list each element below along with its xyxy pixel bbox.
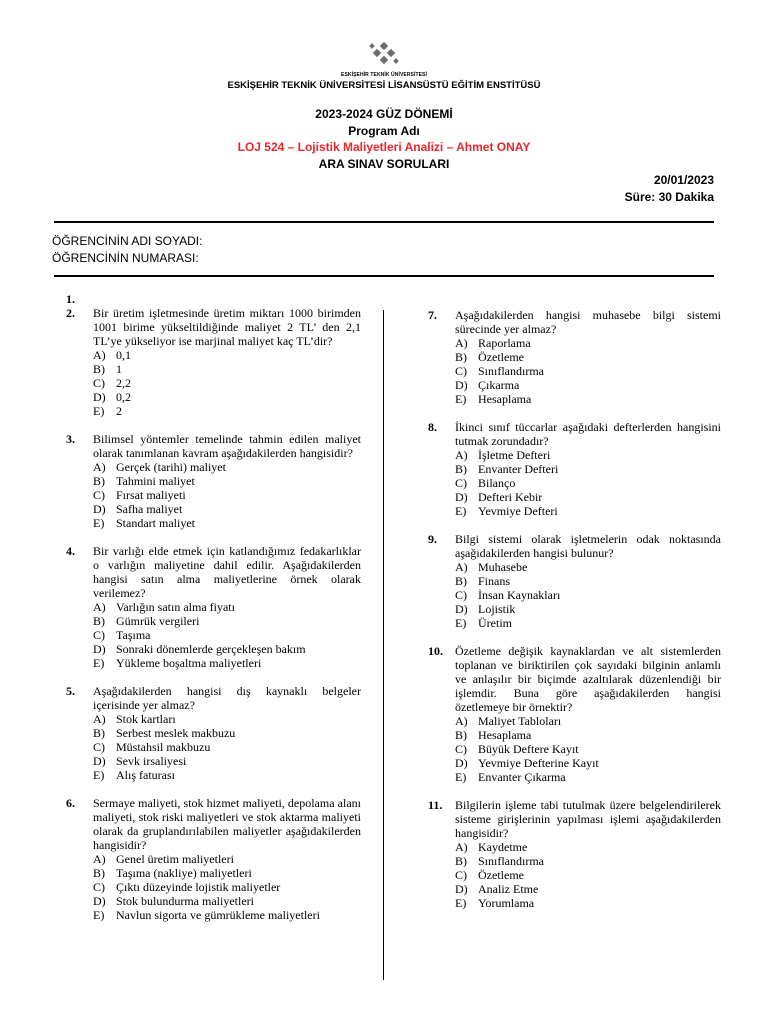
question-text: İkinci sınıf tüccarlar aşağıdaki defterlerden hangisini tutmak zorundadır? — [455, 420, 721, 448]
question-item — [428, 644, 721, 784]
answer-option — [455, 392, 721, 406]
answer-option — [93, 768, 361, 782]
answer-option — [455, 504, 721, 518]
option-text: Çıktı düzeyinde lojistik maliyetler — [116, 880, 281, 894]
option-text: 1 — [116, 362, 122, 376]
answer-option — [93, 712, 361, 726]
option-letter: D) — [93, 390, 106, 404]
question-column-right — [428, 308, 721, 924]
option-text: Sınıflandırma — [478, 364, 544, 378]
option-text: Taşıma (nakliye) maliyetleri — [116, 866, 252, 880]
option-letter: D) — [93, 754, 106, 768]
question-number: 10. — [428, 644, 443, 658]
exam-date: 20/01/2023 — [653, 173, 714, 187]
question-item — [66, 306, 361, 418]
answer-option — [93, 656, 361, 670]
option-text: 2 — [116, 404, 122, 418]
question-column-left — [66, 292, 361, 936]
bottom-divider — [54, 275, 714, 277]
answer-option — [455, 588, 721, 602]
question-text: Bilgi sistemi olarak işletmelerin odak noktasında aşağıdakilerden hangisi bulunur? — [455, 532, 721, 560]
answer-option — [455, 602, 721, 616]
logo-caption: ESKİŞEHİR TEKNİK ÜNİVERSİTESİ — [341, 72, 427, 78]
option-letter: A) — [93, 460, 106, 474]
option-text: Yevmiye Defteri — [478, 504, 558, 518]
option-letter: C) — [93, 740, 105, 754]
top-divider — [54, 221, 714, 223]
option-letter: D) — [93, 502, 106, 516]
answer-option — [455, 476, 721, 490]
answer-option — [455, 462, 721, 476]
question-text: Sermaye maliyeti, stok hizmet maliyeti, depolama alanı maliyeti, stok riski maliyetleri ve stok aktarma maliyeti olarak da gruplandırılabilen maliyetler aşağıdakilerden hangisidir? — [93, 796, 361, 852]
option-letter: E) — [455, 896, 467, 910]
answer-option — [455, 378, 721, 392]
answer-option — [455, 560, 721, 574]
option-text: Muhasebe — [478, 560, 528, 574]
answer-option — [93, 348, 361, 362]
answer-option — [93, 516, 361, 530]
answer-option — [455, 616, 721, 630]
option-text: Envanter Defteri — [478, 462, 559, 476]
option-text: Gümrük vergileri — [116, 614, 200, 628]
answer-option — [93, 376, 361, 390]
answer-option — [93, 880, 361, 894]
question-number: 5. — [66, 684, 75, 698]
option-letter: A) — [93, 712, 106, 726]
question-number: 8. — [428, 420, 437, 434]
option-text: Fırsat maliyeti — [116, 488, 186, 502]
option-text: Çıkarma — [478, 378, 520, 392]
option-text: İşletme Defteri — [478, 448, 551, 462]
question-item — [428, 532, 721, 630]
question-number: 9. — [428, 532, 437, 546]
option-text: Yükleme boşaltma maliyetleri — [116, 656, 262, 670]
option-letter: E) — [455, 616, 467, 630]
answer-option — [455, 714, 721, 728]
option-letter: D) — [455, 882, 468, 896]
answer-option — [455, 840, 721, 854]
student-number-label: ÖĞRENCİNİN NUMARASI: — [52, 251, 199, 265]
option-letter: D) — [455, 602, 468, 616]
option-text: Sınıflandırma — [478, 854, 544, 868]
option-letter: A) — [93, 600, 106, 614]
option-letter: E) — [93, 656, 105, 670]
option-letter: E) — [93, 516, 105, 530]
option-letter: A) — [455, 840, 468, 854]
option-letter: A) — [93, 348, 106, 362]
option-text: Özetleme — [478, 350, 524, 364]
option-text: Defteri Kebir — [478, 490, 543, 504]
option-text: Hesaplama — [478, 392, 532, 406]
option-letter: E) — [93, 768, 105, 782]
option-text: Lojistik — [478, 602, 516, 616]
option-letter: E) — [455, 392, 467, 406]
option-text: Gerçek (tarihi) maliyet — [116, 460, 226, 474]
answer-option — [455, 336, 721, 350]
option-text: Safha maliyet — [116, 502, 183, 516]
term-title: 2023-2024 GÜZ DÖNEMİ — [315, 107, 453, 121]
option-text: Üretim — [478, 616, 512, 630]
option-text: Raporlama — [478, 336, 531, 350]
answer-option — [455, 490, 721, 504]
answer-option — [455, 756, 721, 770]
question-item — [428, 420, 721, 518]
option-letter: B) — [93, 866, 105, 880]
option-text: Özetleme — [478, 868, 524, 882]
answer-option — [93, 852, 361, 866]
option-text: 2,2 — [116, 376, 131, 390]
option-letter: B) — [455, 462, 467, 476]
option-text: Varlığın satın alma fiyatı — [116, 600, 235, 614]
option-text: Serbest meslek makbuzu — [116, 726, 236, 740]
option-text: Maliyet Tabloları — [478, 714, 562, 728]
option-letter: B) — [93, 362, 105, 376]
answer-option — [93, 474, 361, 488]
option-letter: D) — [455, 378, 468, 392]
question-text: Özetleme değişik kaynaklardan ve alt sistemlerden toplanan ve biriktirilen çok sayıdaki bilginin anlamlı ve anlaşılır bir biçimde azaltılarak düzenlendiği bir işlemdir. Buna göre aşağıdakilerden hangisi özetlemeye bir örnektir? — [455, 644, 721, 714]
option-letter: C) — [93, 880, 105, 894]
answer-option — [93, 908, 361, 922]
answer-option — [93, 740, 361, 754]
option-letter: C) — [93, 628, 105, 642]
option-letter: A) — [455, 714, 468, 728]
option-letter: C) — [455, 868, 467, 882]
institution-name: ESKİŞEHİR TEKNİK ÜNİVERSİTESİ LİSANSÜSTÜ EĞİTİM ENSTİTÜSÜ — [227, 80, 541, 91]
option-text: Stok kartları — [116, 712, 176, 726]
option-text: Kaydetme — [478, 840, 528, 854]
exam-duration: Süre: 30 Dakika — [624, 190, 714, 204]
option-text: Tahmini maliyet — [116, 474, 195, 488]
answer-option — [93, 460, 361, 474]
option-text: 0,2 — [116, 390, 131, 404]
option-letter: C) — [455, 476, 467, 490]
option-letter: B) — [455, 728, 467, 742]
answer-option — [93, 642, 361, 656]
option-text: İnsan Kaynakları — [478, 588, 561, 602]
option-text: Stok bulundurma maliyetleri — [116, 894, 254, 908]
option-letter: D) — [93, 642, 106, 656]
option-text: Yevmiye Defterine Kayıt — [478, 756, 599, 770]
option-text: Müstahsil makbuzu — [116, 740, 211, 754]
answer-option — [93, 600, 361, 614]
answer-option — [455, 574, 721, 588]
option-text: Analiz Etme — [478, 882, 539, 896]
option-letter: A) — [455, 336, 468, 350]
answer-option — [455, 742, 721, 756]
option-text: Standart maliyet — [116, 516, 195, 530]
question-text: Aşağıdakilerden hangisi muhasebe bilgi sistemi sürecinde yer almaz? — [455, 308, 721, 336]
answer-option — [455, 770, 721, 784]
question-text: Aşağıdakilerden hangisi dış kaynaklı belgeler içerisinde yer almaz? — [93, 684, 361, 712]
question-item — [66, 684, 361, 782]
question-number: 4. — [66, 544, 75, 558]
exam-title: ARA SINAV SORULARI — [318, 157, 450, 171]
option-letter: E) — [93, 404, 105, 418]
answer-option — [455, 364, 721, 378]
question-number: 3. — [66, 432, 75, 446]
option-letter: C) — [93, 488, 105, 502]
question-number: 6. — [66, 796, 75, 810]
answer-option — [455, 448, 721, 462]
answer-option — [455, 728, 721, 742]
option-text: Hesaplama — [478, 728, 532, 742]
option-letter: B) — [93, 614, 105, 628]
answer-option — [93, 404, 361, 418]
answer-option — [455, 882, 721, 896]
answer-option — [93, 866, 361, 880]
option-letter: B) — [93, 474, 105, 488]
question-text: Bilgilerin işleme tabi tutulmak üzere belgelendirilerek sisteme girişlerinin yapılması işlemi aşağıdakilerden hangisidir? — [455, 798, 721, 840]
option-letter: C) — [455, 742, 467, 756]
question-item — [428, 308, 721, 406]
question-item — [428, 798, 721, 910]
option-letter: B) — [455, 350, 467, 364]
option-text: Finans — [478, 574, 511, 588]
option-letter: A) — [93, 852, 106, 866]
course-title: LOJ 524 – Lojistik Maliyetleri Analizi – Ahmet ONAY — [237, 140, 531, 154]
option-letter: C) — [93, 376, 105, 390]
question-item — [66, 544, 361, 670]
option-letter: E) — [455, 770, 467, 784]
question-text: Bir varlığı elde etmek için katlandığımız fedakarlıklar o varlığın maliyetine dahil edilir. Aşağıdakilerden hangisi satın alma maliyetlerine örnek olarak verilemez? — [93, 544, 361, 600]
option-text: Envanter Çıkarma — [478, 770, 566, 784]
question-item — [66, 432, 361, 530]
program-name: Program Adı — [348, 124, 420, 138]
answer-option — [455, 896, 721, 910]
option-text: Alış faturası — [116, 768, 175, 782]
answer-option — [93, 502, 361, 516]
option-letter: A) — [455, 448, 468, 462]
question-number: 7. — [428, 308, 437, 322]
question-item — [66, 796, 361, 922]
option-letter: C) — [455, 588, 467, 602]
answer-option — [455, 868, 721, 882]
option-text: Genel üretim maliyetleri — [116, 852, 234, 866]
question-number: 2. — [66, 306, 75, 320]
option-text: Sevk irsaliyesi — [116, 754, 187, 768]
answer-option — [93, 614, 361, 628]
option-letter: E) — [455, 504, 467, 518]
option-letter: B) — [455, 854, 467, 868]
option-text: Navlun sigorta ve gümrükleme maliyetleri — [116, 908, 320, 922]
option-letter: B) — [93, 726, 105, 740]
answer-option — [93, 362, 361, 376]
answer-option — [455, 854, 721, 868]
option-text: 0,1 — [116, 348, 131, 362]
student-name-label: ÖĞRENCİNİN ADI SOYADI: — [52, 234, 203, 248]
answer-option — [93, 894, 361, 908]
option-letter: B) — [455, 574, 467, 588]
answer-option — [93, 754, 361, 768]
option-text: Bilanço — [478, 476, 516, 490]
answer-option — [93, 488, 361, 502]
answer-option — [93, 726, 361, 740]
option-letter: D) — [455, 756, 468, 770]
question-number: 1. — [66, 292, 75, 306]
option-text: Yorumlama — [478, 896, 535, 910]
question-text: Bilimsel yöntemler temelinde tahmin edilen maliyet olarak tanımlanan kavram aşağıdakilerden hangisidir? — [93, 432, 361, 460]
question-text: Bir üretim işletmesinde üretim miktarı 1000 birimden 1001 birime yükseltildiğinde maliyet 2 TL’ den 2,1 TL’ye yükseliyor ise marjinal maliyet kaç TL’dir? — [93, 306, 361, 348]
option-letter: D) — [93, 894, 106, 908]
answer-option — [93, 628, 361, 642]
option-letter: C) — [455, 364, 467, 378]
option-text: Taşıma — [116, 628, 151, 642]
answer-option — [93, 390, 361, 404]
option-letter: A) — [455, 560, 468, 574]
option-letter: D) — [455, 490, 468, 504]
option-letter: E) — [93, 908, 105, 922]
question-number: 11. — [428, 798, 443, 812]
column-divider — [383, 310, 384, 980]
answer-option — [455, 350, 721, 364]
question-item — [66, 292, 361, 306]
option-text: Büyük Deftere Kayıt — [478, 742, 579, 756]
option-text: Sonraki dönemlerde gerçekleşen bakım — [116, 642, 306, 656]
